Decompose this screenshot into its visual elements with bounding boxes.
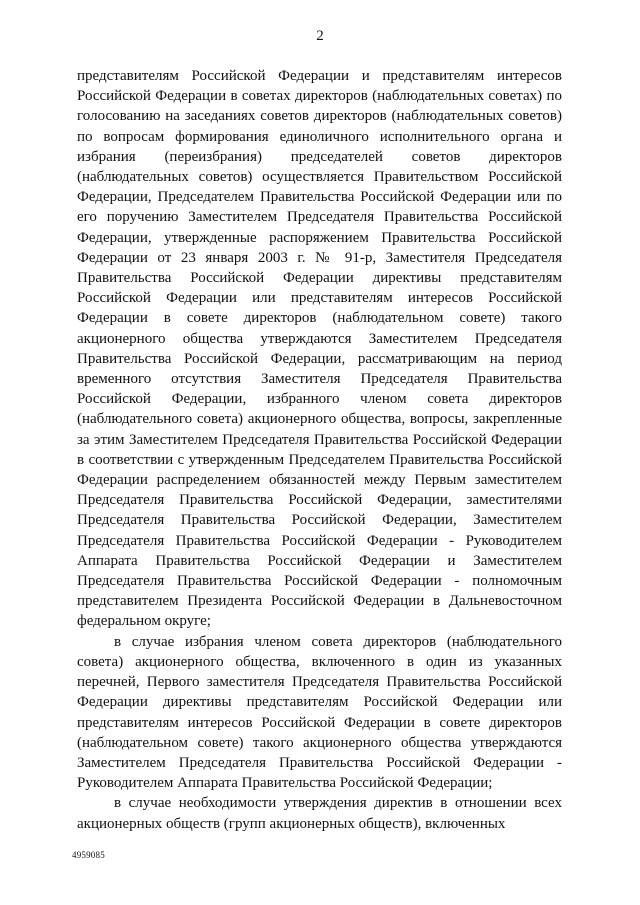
document-id: 4959085 [72,850,105,860]
page-number: 2 [316,28,324,44]
paragraph-all-companies-case: в случае необходимости утверждения директив в отношении всех акционерных обществ (групп акционерных обществ), включенных [77,795,562,832]
document-body [77,66,562,834]
paragraph-first-deputy-case: в случае избрания членом совета директоров (наблюдательного совета) акционерного общества, включенного в один из указанных перечней, Первого заместителя Председателя Правительства Российской Федерации директивы представителям Российской Федерации или представителям интересов Российской Федерации в совете директоров (наблюдательном совете) такого акционерного общества утверждаются Заместителем Председателя Правительства Российской Федерации - Руководителем Аппарата Правительства Российской Федерации; [77,633,562,792]
paragraph-continuation: представителям Российской Федерации и представителям интересов Российской Федерации в советах директоров (наблюдательных советах) по голосованию на заседаниях советов директоров (наблюдательных советов) по вопросам формирования единоличного исполнительного органа и избрания (переизбрания) председателей советов директоров (наблюдательных советов) осуществляется Правительством Российской Федерации, Председателем Правительства Российской Федерации или по его поручению Заместителем Председателя Правительства Российской Федерации, утвержденные распоряжением Правительства Российской Федерации от 23 января 2003 г. № 91-р, Заместителя Председателя Правительства Российской Федерации директивы представителям Российской Федерации или представителям интересов Российской Федерации в совете директоров (наблюдательном совете) такого акционерного общества утверждаются Заместителем Председателя Правительства Российской Федерации, рассматривающим на период временного отсутствия Заместителя Председателя Правительства Российской Федерации, избранного членом совета директоров (наблюдательного совета) акционерного общества, вопросы, закрепленные за этим Заместителем Председателя Правительства Российской Федерации в соответствии с утвержденным Председателем Правительства Российской Федерации распределением обязанностей между Первым заместителем Председателя Правительства Российской Федерации, заместителями Председателя Правительства Российской Федерации, Заместителем Председателя Правительства Российской Федерации - Руководителем Аппарата Правительства Российской Федерации и Заместителем Председателя Правительства Российской Федерации - полномочным представителем Президента Российской Федерации в Дальневосточном федеральном округе; [77,68,562,630]
